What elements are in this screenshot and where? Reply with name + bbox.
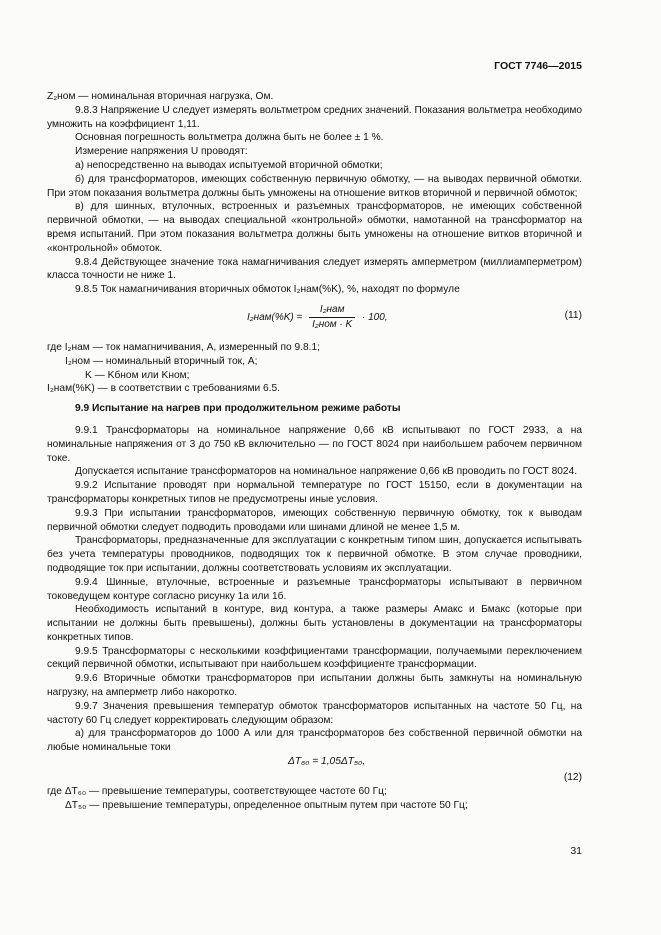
clause-9-9-6: 9.9.6 Вторичные обмотки трансформаторов при испытании должны быть замкнуты на номинальную нагрузку, на амперметр либо накоротко.	[47, 673, 582, 699]
formula-11-fraction	[309, 303, 355, 332]
basic-error: Основная погрешность вольтметра должна быть не более ± 1 %.	[75, 132, 384, 144]
clause-9-9-4: 9.9.4 Шинные, втулочные, встроенные и разъемные трансформаторы испытывают в первичном токоведущем контуре согласно рисунку 1а или 1б.	[47, 576, 582, 602]
page-number: 31	[570, 845, 582, 857]
where-5: где ΔT₆₀ — превышение температуры, соответствующее частоте 60 Гц;	[47, 786, 387, 798]
clause-9-8-3: 9.8.3 Напряжение U следует измерять вольтметром средних значений. Показания вольтметра необходимо умножить на коэффициент 1,11.	[47, 104, 582, 130]
measure-u: Измерение напряжения U проводят:	[75, 146, 248, 158]
item-a-2: а) для трансформаторов до 1000 А или для трансформаторов без собственной первичной обмотки на любые номинальные токи	[47, 728, 582, 754]
clause-9-9-3: 9.9.3 При испытании трансформаторов, имеющих собственную первичную обмотку, ток к выводам первичной обмотки следует подводить проводами или шинами длиной не менее 1,5 м.	[47, 507, 582, 533]
document-body	[47, 90, 582, 813]
formula-11-denominator: I₂ном · K	[312, 318, 353, 330]
item-b: б) для трансформаторов, имеющих собственную первичную обмотку, — на выводах первичной обмотки. При этом показания вольтметра должны быть умножены на отношение витков вторичной и первичной обмоток;	[47, 173, 582, 199]
where-4: I₂нам(%K) — в соответствии с требованиями 6.5.	[47, 383, 280, 395]
clause-9-8-5: 9.8.5 Ток намагничивания вторичных обмоток I₂нам(%K), %, находят по формуле	[75, 284, 460, 296]
where-3: K — Kбном или Kном;	[85, 369, 190, 381]
formula-11-lhs: I₂нам(%K) =	[247, 311, 303, 323]
clause-9-9-2: 9.9.2 Испытание проводят при нормальной температуре по ГОСТ 15150, если в документации на трансформаторы конкретных типов не предусмотрены иные условия.	[47, 480, 582, 505]
formula-12	[47, 755, 582, 785]
where-6: ΔT₅₀ — превышение температуры, определенное опытным путем при частоте 50 Гц;	[65, 799, 468, 811]
formula-11-number: (11)	[564, 309, 582, 321]
formula-11-expression	[247, 303, 388, 332]
clause-9-9-1: 9.9.1 Трансформаторы на номинальное напряжение 0,66 кВ испытывают по ГОСТ 2933, а на номинальные напряжения от 3 до 750 кВ включительно — по ГОСТ 8024 при наибольшем рабочем первичном токе.	[47, 424, 582, 464]
necessity: Необходимость испытаний в контуре, вид контура, а также размеры Aмакс и Бмакс (которые при испытании не должны быть превышены), должны быть установлены в документации на трансформаторы конкретных типов.	[47, 604, 582, 643]
allowed-test: Допускается испытание трансформаторов на номинальное напряжение 0,66 кВ проводить по ГОСТ 8024.	[75, 466, 578, 478]
formula-11-numerator: I₂нам	[309, 303, 355, 318]
standard-header: ГОСТ 7746—2015	[494, 60, 582, 72]
formula-11	[47, 297, 582, 335]
clause-9-9-5: 9.9.5 Трансформаторы с несколькими коэффициентами трансформации, получаемыми переключением секций первичной обмотки, испытывают при наибольшем коэффициенте трансформации.	[47, 645, 582, 671]
formula-12-number: (12)	[563, 772, 582, 784]
item-v: в) для шинных, втулочных, встроенных и разъемных трансформаторов, не имеющих собственной первичной обмотки, — на выводах специальной «контрольной» обмотки, намотанной на трансформатор на время испытаний. При этом показания вольтметра должны быть умножены на отношение витков вторичной и «контрольной» обмоток.	[47, 201, 582, 254]
clause-9-8-4: 9.8.4 Действующее значение тока намагничивания следует измерять амперметром (миллиамперметром) класса точности не ниже 1.	[47, 256, 582, 282]
formula-11-tail: · 100,	[362, 311, 388, 323]
bus-transformers: Трансформаторы, предназначенные для эксплуатации с конкретным типом шин, допускается испытывать без учета температуры проводников, подводящих ток к первичной обмотке. В этом случае проводники, подводящие ток при испытании, должны соответствовать условиям их эксплуатации.	[47, 535, 582, 574]
section-heading: 9.9 Испытание на нагрев при продолжительном режиме работы	[75, 403, 401, 415]
item-a: а) непосредственно на выводах испытуемой вторичной обмотки;	[75, 159, 383, 171]
clause-9-9-7: 9.9.7 Значения превышения температур обмоток трансформаторов испытанных на частоте 50 Гц, на частоту 60 Гц следует корректировать следующим образом:	[47, 700, 582, 726]
z-definition: Z₂ном — номинальная вторичная нагрузка, Ом.	[47, 91, 274, 102]
where-2: I₂ном — номинальный вторичный ток, А;	[65, 355, 258, 367]
formula-12-expression: ΔT₆₀ = 1,05ΔT₅₀,	[288, 756, 366, 768]
where-1: где I₂нам — ток намагничивания, А, измеренный по 9.8.1;	[47, 341, 320, 353]
